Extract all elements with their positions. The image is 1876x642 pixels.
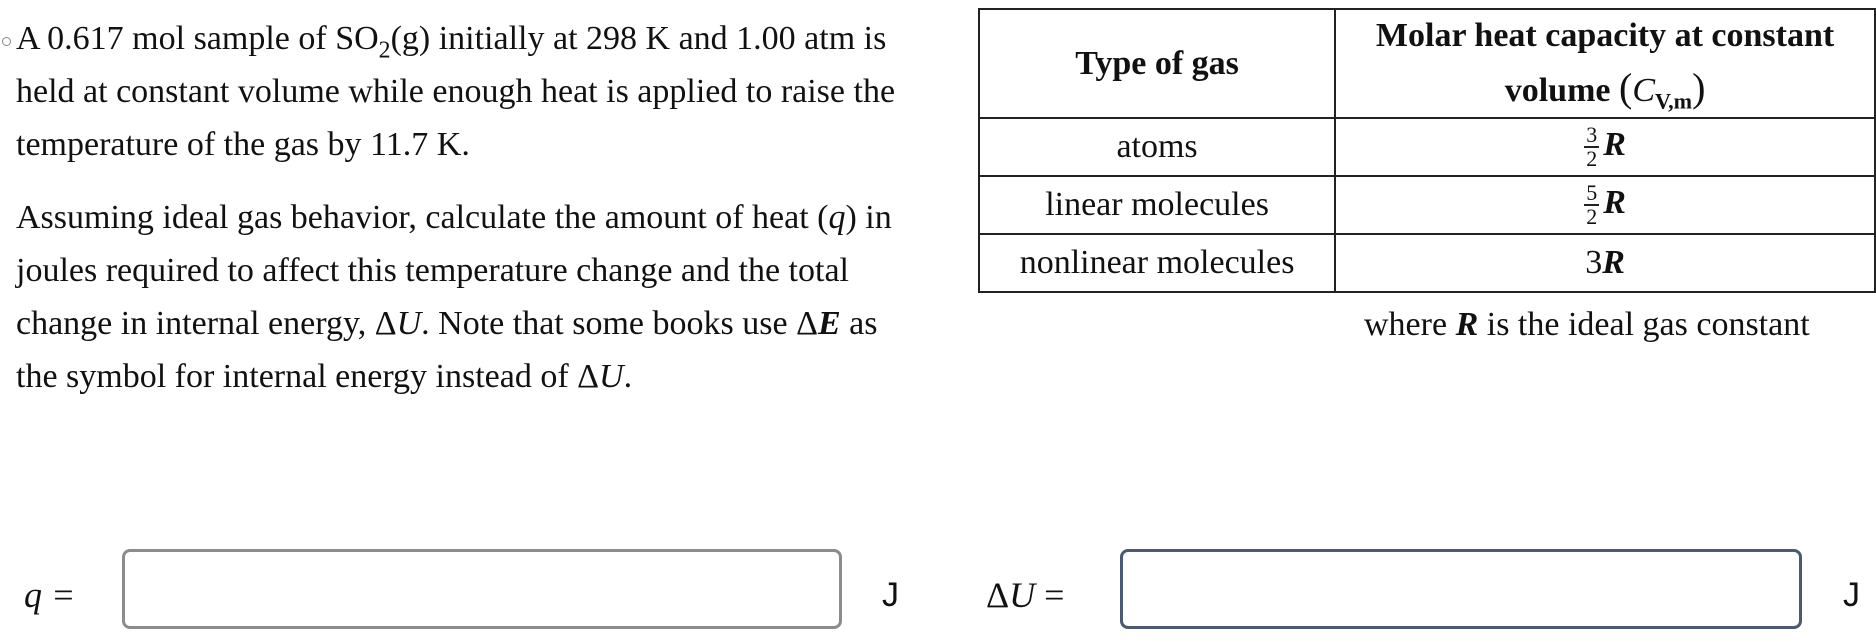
table-row: [979, 118, 1875, 176]
heat-capacity-cell: $\frac{5}{2}$ R: [1335, 176, 1875, 234]
bullet-icon: [2, 37, 11, 46]
gas-type-cell: atoms: [979, 118, 1335, 176]
gas-type-cell: nonlinear molecules: [979, 234, 1335, 292]
table-row: [979, 234, 1875, 292]
q-label: q =: [24, 575, 76, 615]
delta-u-label: ΔU =: [986, 575, 1065, 615]
fraction: $\frac{3}{2}$: [1586, 122, 1598, 171]
table-footnote: where R is the ideal gas constant: [1364, 306, 1810, 343]
header-molar-heat-capacity: Molar heat capacity at constant volume $(C_{V,m})$: [1335, 9, 1875, 118]
table-row: [979, 176, 1875, 234]
heat-capacity-table: [978, 8, 1876, 293]
problem-statement: [16, 12, 916, 423]
delta-u-unit: J: [1843, 576, 1860, 614]
heat-capacity-cell: 3R: [1335, 234, 1875, 292]
problem-paragraph-1: A 0.617 mol sample of $SO_2(g)$ initially at 298 K and 1.00 atm is held at constant volume while enough heat is applied to raise the temperature of the gas by 11.7 K.: [16, 20, 896, 163]
gas-type-cell: linear molecules: [979, 176, 1335, 234]
problem-paragraph-2: Assuming ideal gas behavior, calculate the amount of heat (q) in joules required to affect this temperature change and the total change in internal energy, ΔU. Note that some books use ΔE as the symbol for internal energy instead of ΔU.: [16, 199, 892, 395]
table-header-row: [979, 9, 1875, 118]
q-unit: J: [882, 576, 899, 614]
fraction: $\frac{5}{2}$: [1586, 180, 1598, 229]
header-type-of-gas: Type of gas: [979, 9, 1335, 118]
heat-capacity-cell: $\frac{3}{2}$ R: [1335, 118, 1875, 176]
delta-u-answer-input[interactable]: [1120, 549, 1802, 629]
q-answer-input[interactable]: [122, 549, 842, 629]
